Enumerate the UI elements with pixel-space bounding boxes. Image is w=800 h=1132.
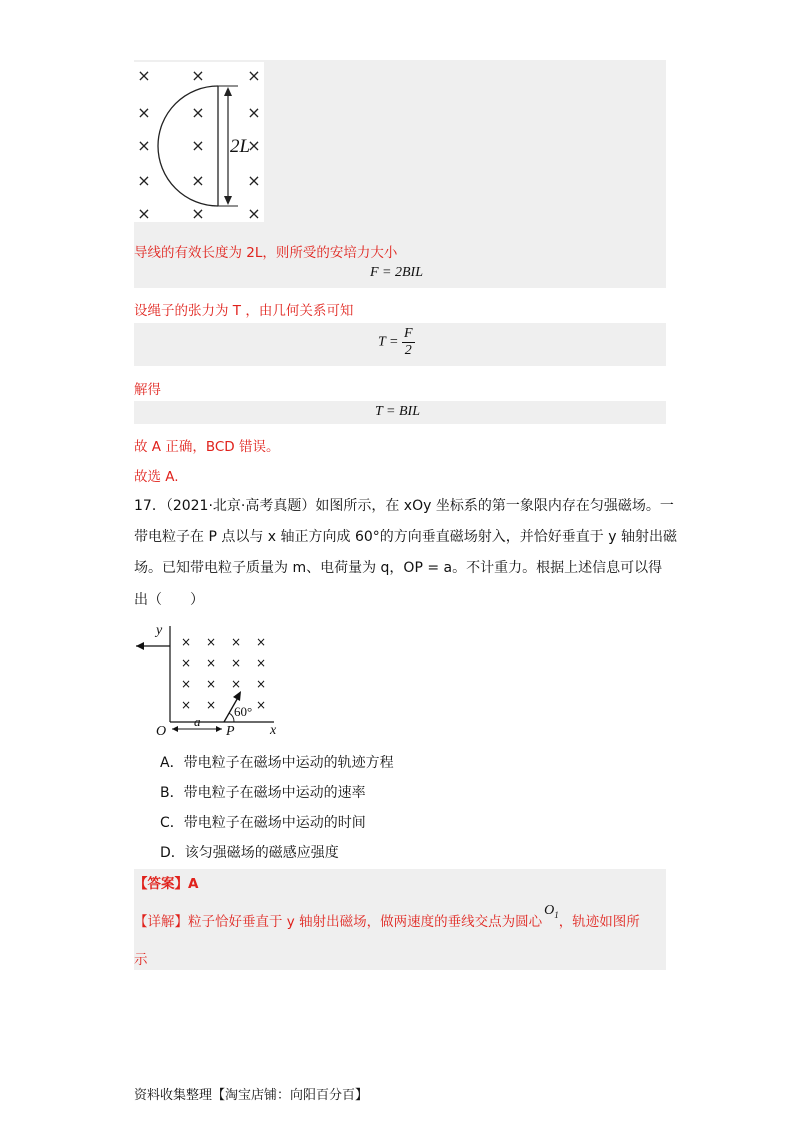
- angle-label: 60°: [234, 704, 253, 719]
- answer-detail-line-2: 示: [134, 952, 148, 968]
- field-cross: ×: [137, 103, 151, 122]
- explanation-line-4: 故 A 正确，BCD 错误。: [134, 439, 280, 455]
- question-line-1: 17．（2021·北京·高考真题）如图所示，在 xOy 坐标系的第一象限内存在匀强磁场。一: [134, 498, 674, 514]
- field-cross: ×: [247, 171, 261, 190]
- field-cross: ×: [230, 656, 242, 670]
- field-cross: ×: [205, 656, 217, 670]
- field-cross: ×: [180, 656, 192, 670]
- field-cross: ×: [255, 656, 267, 670]
- op-dimension-arrow-right: [216, 726, 222, 732]
- field-cross: ×: [180, 677, 192, 691]
- equation-tension: [378, 326, 415, 359]
- field-cross: ×: [247, 136, 261, 155]
- field-cross: ×: [180, 698, 192, 712]
- explanation-line-2: 设绳子的张力为 T ，由几何关系可知: [134, 303, 354, 319]
- explanation-line-1: 导线的有效长度为 2L，则所受的安培力大小: [134, 245, 398, 261]
- field-cross: ×: [137, 204, 151, 222]
- circle-center-letter: O: [544, 903, 555, 918]
- equation-tension-lhs: T =: [378, 334, 399, 350]
- question-line-2: 带电粒子在 P 点以与 x 轴正方向成 60°的方向垂直磁场射入，并恰好垂直于 y 轴射出磁: [134, 529, 677, 545]
- length-label: 2L: [230, 136, 251, 157]
- y-axis-label: y: [156, 623, 163, 638]
- field-cross: ×: [137, 136, 151, 155]
- coordinate-field-figure: [134, 618, 294, 738]
- semicircle-wire-figure: [134, 62, 264, 222]
- circle-center-symbol: [544, 903, 559, 918]
- explanation-line-5: 故选 A.: [134, 469, 179, 485]
- field-cross: ×: [205, 677, 217, 691]
- field-cross: ×: [205, 698, 217, 712]
- equation-result: T = BIL: [375, 404, 420, 419]
- field-cross: ×: [191, 103, 205, 122]
- field-cross: ×: [191, 136, 205, 155]
- field-cross: ×: [255, 635, 267, 649]
- option-a: A．带电粒子在磁场中运动的轨迹方程: [160, 755, 394, 771]
- answer-label: 【答案】A: [134, 876, 199, 892]
- option-d: D．该匀强磁场的磁感应强度: [160, 845, 339, 861]
- equation-ampere-force: F = 2BIL: [370, 265, 423, 280]
- question-line-4: 出（ ）: [134, 592, 204, 608]
- fraction-denominator: 2: [404, 343, 412, 358]
- field-cross: ×: [247, 103, 261, 122]
- explanation-line-3: 解得: [134, 382, 161, 398]
- field-cross: ×: [230, 635, 242, 649]
- field-cross: ×: [191, 66, 205, 85]
- equation-fraction: [402, 326, 415, 359]
- origin-label: O: [156, 724, 167, 738]
- question-line-3: 场。已知带电粒子质量为 m、电荷量为 q，OP = a。不计重力。根据上述信息可以得: [134, 560, 663, 576]
- field-cross: ×: [137, 66, 151, 85]
- exit-velocity-arrow: [136, 642, 144, 650]
- field-cross: ×: [137, 171, 151, 190]
- fraction-numerator: F: [403, 326, 413, 341]
- field-cross: ×: [255, 677, 267, 691]
- option-b: B．带电粒子在磁场中运动的速率: [160, 785, 366, 801]
- answer-detail-line-1: [134, 903, 640, 932]
- op-dimension-arrow-left: [172, 726, 178, 732]
- answer-detail-text-end: ，轨迹如图所: [558, 914, 640, 930]
- circle-center-subscript: 1: [554, 909, 559, 920]
- x-axis-label: x: [270, 723, 277, 738]
- answer-detail-text: 【详解】粒子恰好垂直于 y 轴射出磁场，做两速度的垂线交点为圆心: [134, 914, 543, 930]
- field-cross: ×: [255, 698, 267, 712]
- field-cross: ×: [191, 204, 205, 222]
- field-cross: ×: [180, 635, 192, 649]
- field-crosses-2: [181, 635, 266, 712]
- field-cross: ×: [247, 204, 261, 222]
- field-cross: ×: [205, 635, 217, 649]
- field-cross: ×: [247, 66, 261, 85]
- field-cross: ×: [230, 677, 242, 691]
- option-c: C．带电粒子在磁场中运动的时间: [160, 815, 366, 831]
- page-footer: 资料收集整理【淘宝店铺：向阳百分百】: [134, 1088, 369, 1103]
- op-length-label: a: [194, 714, 201, 729]
- point-p-label: P: [226, 724, 235, 738]
- field-cross: ×: [191, 171, 205, 190]
